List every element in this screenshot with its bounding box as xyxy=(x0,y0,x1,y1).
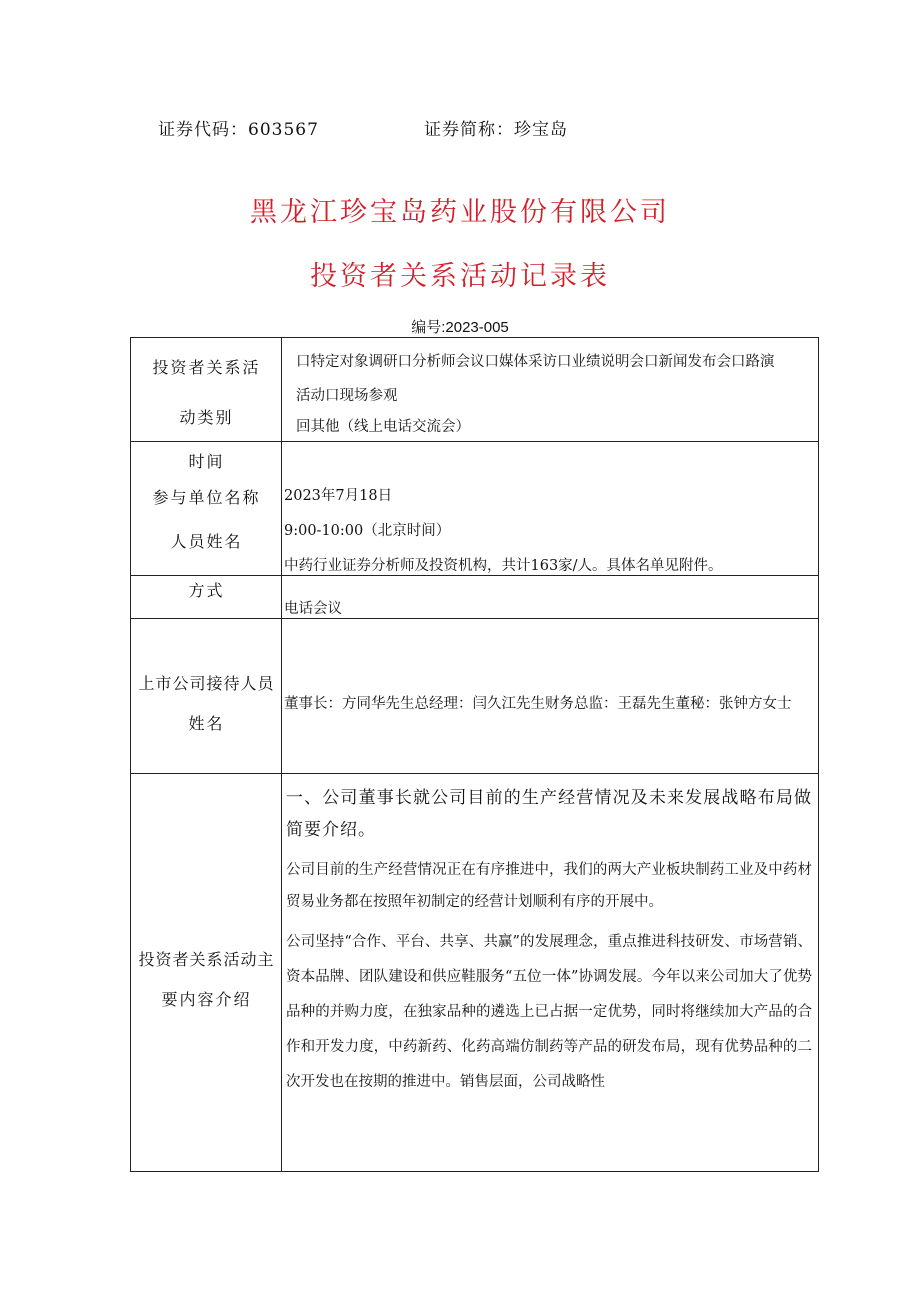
row-receptionists xyxy=(131,619,818,774)
persons-label: 人员姓名 xyxy=(170,532,243,551)
receptionists-label-1: 上市公司接待人员 xyxy=(138,674,275,693)
content-heading: 一、公司董事长就公司目前的生产经营情况及未来发展战略布局做简要介绍。 xyxy=(286,788,812,840)
value-cell xyxy=(282,576,818,618)
content-label-2: 要内容介绍 xyxy=(161,990,252,1009)
activity-options-1: 口特定对象调研口分析师会议口媒体采访口业绩说明会口新闻发布会口路演 xyxy=(296,354,775,370)
time-label: 时间 xyxy=(188,452,225,471)
label-cell xyxy=(131,576,282,618)
value-cell xyxy=(282,338,818,441)
units-label: 参与单位名称 xyxy=(152,488,261,507)
activity-options-2: 活动口现场参观 xyxy=(296,388,398,404)
content-paragraph-1: 公司目前的生产经营情况正在有序推进中，我们的两大产业板块制药工业及中药材贸易业务都在按照年初制定的经营计划顺利有序的开展中。 xyxy=(286,862,812,910)
receptionists-label-2: 姓名 xyxy=(188,714,225,733)
doc-number: 编号:2023-005 xyxy=(411,319,509,336)
company-title: 黑龙江珍宝岛药业股份有限公司 xyxy=(250,197,670,228)
record-title: 投资者关系活动记录表 xyxy=(310,261,610,292)
activity-type-label-1: 投资者关系活 xyxy=(152,358,261,377)
row-activity-type xyxy=(131,338,818,442)
row-content xyxy=(131,774,818,1171)
label-cell xyxy=(131,338,282,441)
label-cell xyxy=(131,619,282,773)
record-table xyxy=(130,337,819,1172)
meeting-date: 2023年7月18日 xyxy=(284,488,393,504)
activity-type-label-2: 动类别 xyxy=(179,408,234,427)
label-cell xyxy=(131,774,282,1171)
label-cell xyxy=(131,442,282,575)
security-code: 证券代码：603567 xyxy=(158,120,319,140)
value-cell xyxy=(282,619,818,773)
activity-options-3: 回其他（线上电话交流会） xyxy=(296,419,470,435)
participants: 中药行业证券分析师及投资机构，共计163家/人。具体名单见附件。 xyxy=(284,558,723,574)
value-cell xyxy=(282,442,818,575)
meeting-time: 9:00-10:00（北京时间） xyxy=(284,523,451,539)
row-time-participants xyxy=(131,442,818,576)
value-cell xyxy=(282,774,818,1171)
receptionists-value: 董事长：方同华先生总经理：闫久江先生财务总监：王磊先生董秘：张钟方女士 xyxy=(284,696,792,712)
row-method xyxy=(131,576,818,619)
method-value: 电话会议 xyxy=(284,601,342,617)
content-label-1: 投资者关系活动主 xyxy=(138,950,275,969)
security-name: 证券简称：珍宝岛 xyxy=(424,120,568,140)
method-label: 方式 xyxy=(188,581,225,600)
content-paragraph-2: 公司坚持“合作、平台、共享、共赢”的发展理念，重点推进科技研发、市场营销、资本品牌、团队建设和供应鞋服务“五位一体”协调发展。今年以来公司加大了优势品种的并购力度，在独家品种的遴选上已占据一定优势，同时将继续加大产品的合作和开发力度，中药新药、化药高端仿制药等产品的研发布局，现有优势品种的二次开发也在按期的推进中。销售层面，公司战略性 xyxy=(286,934,812,1090)
